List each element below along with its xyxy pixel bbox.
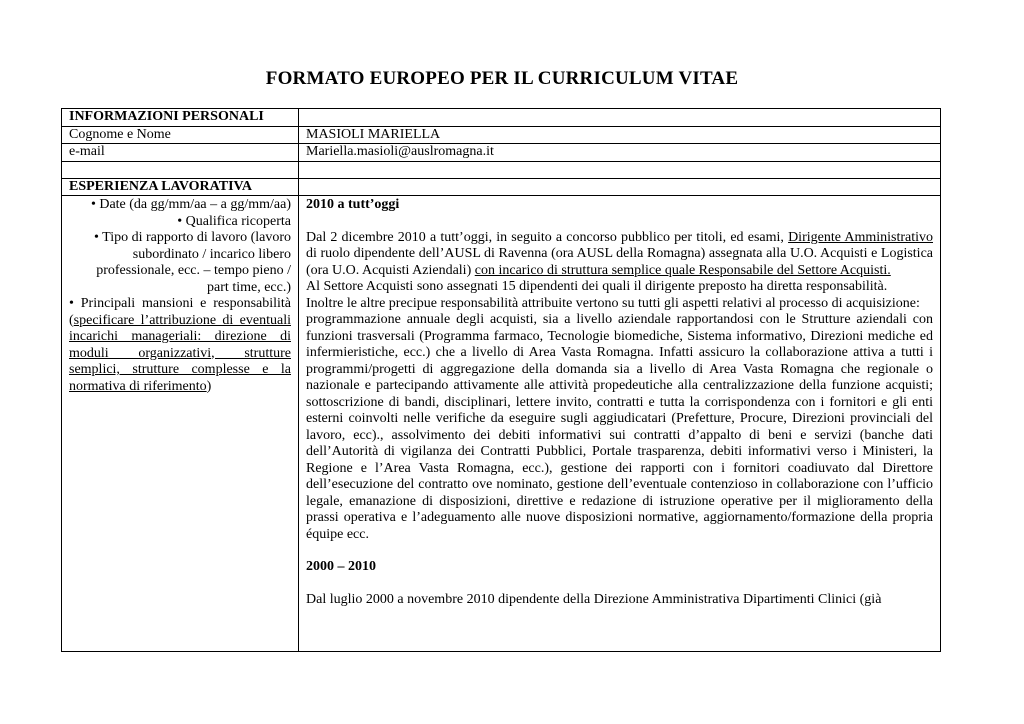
name-label: Cognome e Nome — [62, 126, 299, 144]
mansioni-label-end: ) — [206, 378, 212, 394]
email-label: e-mail — [62, 144, 299, 162]
entry1-p1-text-b: di ruolo dipendente dell’AUSL di Ravenna (ora AUSL della Romagna) assegnata alla U.O. Acquisti e Logistica (ora U.O. Acquisti Aziendali) — [306, 246, 933, 278]
name-value: MASIOLI MARIELLA — [299, 126, 941, 144]
experience-entries — [299, 196, 941, 652]
email-row — [62, 144, 941, 162]
spacer-cell-right — [299, 161, 941, 178]
entry2-paragraph-1: Dal luglio 2000 a novembre 2010 dipendente della Direzione Amministrativa Dipartimenti Clinici (già — [306, 591, 882, 607]
entry1-p1-text-a: Dal 2 dicembre 2010 a tutt’oggi, in seguito a concorso pubblico per titoli, ed esami, — [306, 229, 789, 245]
tipo-field-label-line3: professionale, ecc. – tempo pieno / — [96, 263, 291, 278]
experience-header-row — [62, 178, 941, 196]
spacer-cell-left — [62, 161, 299, 178]
personal-section-header: INFORMAZIONI PERSONALI — [62, 109, 299, 127]
mansioni-label-underlined: specificare l’attribuzione di eventuali incarichi manageriali: direzione di moduli organizzativi, strutture semplici, strutture complesse e la normativa di riferimento — [69, 312, 291, 394]
experience-section-header: ESPERIENZA LAVORATIVA — [62, 178, 299, 196]
cv-table — [61, 108, 941, 652]
entry1-paragraph-1 — [306, 230, 933, 280]
experience-header-empty-cell — [299, 178, 941, 196]
entry1-paragraph-4: programmazione annuale degli acquisti, sia a livello aziendale rapportandosi con le Strutture aziendali con funzioni trasversali (Programma farmaco, Tecnologie biomediche, Sistema informativo, Direzioni mediche ed infermieristiche, ecc.) che a livello di Area Vasta Romagna. Infatti assicuro la collaborazione attiva a tutti i programmi/progetti di aggregazione della domanda sia a livello di Area Vasta Romagna che regionale o nazionale e partecipando attivamente alle attività propedeutiche alla centralizzazione della funzione acquisti; sottoscrizione di bandi, disciplinari, lettere invito, contratti e tutta la corrispondenza con i fornitori e gli enti esterni coinvolti nelle verifiche da eseguire sugli aggiudicatari (Prefetture, Procure, Direzioni provinciali del lavoro, ecc)., assolvimento dei debiti informativi sui contratti d’appalto di beni e servizi (banche dati dell’Autorità di vigilanza dei Contratti Pubblici, Portale trasparenza, debiti informativi verso i Ministeri, la Regione e l’Area Vasta Romagna, ecc.), gestione dei rapporti con i fornitori coadiuvato dal Direttore dell’esecuzione del contratto ove nominato, gestione dell’eventuale contenzioso in collaborazione con l’ufficio legale, emanazione di disposizioni, direttive e redazione di istruzione operative per il miglioramento della prassi operativa e l’adeguamento alle nuove disposizioni normative, aggiornamento/formazione della propria équipe ecc. — [306, 312, 933, 542]
entry1-paragraph-2: Al Settore Acquisti sono assegnati 15 dipendenti dei quali il dirigente preposto ha diretta responsabilità. — [306, 279, 888, 294]
mansioni-label-intro: • Principali mansioni e responsabilità ( — [69, 296, 291, 328]
personal-header-row — [62, 109, 941, 127]
entry1-paragraph-3: Inoltre le altre precipue responsabilità attribuite vertono su tutti gli aspetti relativi al processo di acquisizione: — [306, 295, 920, 311]
experience-body-row — [62, 196, 941, 652]
qualifica-field-label: • Qualifica ricoperta — [177, 213, 291, 229]
mansioni-field-label — [69, 296, 291, 395]
entry2-period: 2000 – 2010 — [306, 559, 376, 574]
tipo-field-label-line4: part time, ecc.) — [207, 279, 291, 295]
entry1-p1-role: Dirigente Amministrativo — [788, 229, 933, 245]
date-field-label: • Date (da gg/mm/aa – a gg/mm/aa) — [90, 197, 291, 212]
experience-field-labels — [62, 196, 299, 652]
name-row — [62, 126, 941, 144]
email-value: Mariella.masioli@auslromagna.it — [299, 144, 941, 162]
document-title: FORMATO EUROPEO PER IL CURRICULUM VITAE — [265, 68, 739, 89]
entry1-p1-incarico: con incarico di struttura semplice quale Responsabile del Settore Acquisti. — [474, 262, 891, 278]
entry1-period: 2010 a tutt’oggi — [306, 197, 400, 212]
tipo-field-label-line1: • Tipo di rapporto di lavoro (lavoro — [94, 230, 291, 245]
spacer-row — [62, 161, 941, 178]
personal-header-empty-cell — [299, 109, 941, 127]
tipo-field-label-line2: subordinato / incarico libero — [132, 246, 291, 262]
